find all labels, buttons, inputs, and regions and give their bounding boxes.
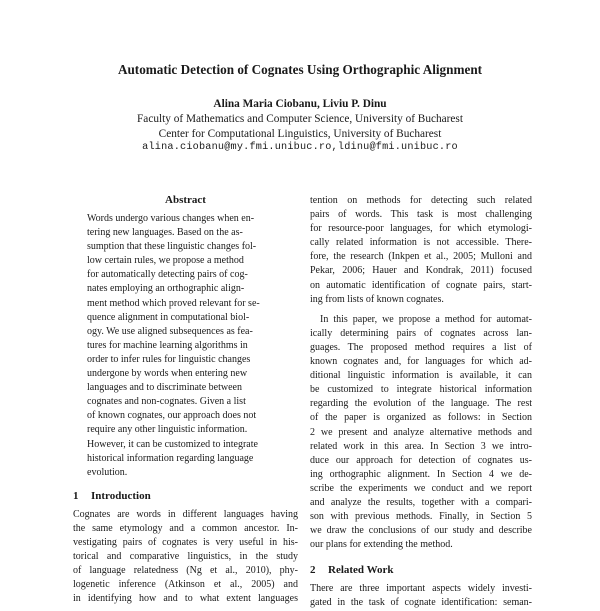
section-title: Related Work	[328, 564, 394, 577]
section-1-heading	[73, 490, 298, 502]
body-line: be customized to integrate historical information	[310, 384, 532, 396]
abstract-line: require any other linguistic information.	[87, 424, 248, 436]
abstract-body	[87, 212, 284, 480]
body-line: 2 we present and analyze alternative methods and	[310, 426, 532, 438]
abstract-line: ogy. We use aligned subsequences as fea-	[87, 325, 253, 337]
section-number: 2	[310, 564, 316, 577]
body-line: son with previous methods. Finally, in Section 5	[310, 511, 532, 523]
affiliation-1: Faculty of Mathematics and Computer Science, University of Bucharest	[137, 113, 463, 125]
body-line: regarding the evolution of the language. The rest	[310, 398, 532, 410]
body-line: related work in this area. In Section 3 we intro-	[310, 440, 532, 452]
body-line: ing orthographic alignment. In Section 4 we de-	[310, 468, 532, 480]
section-1-body	[73, 508, 298, 607]
abstract-line: order to infer rules for linguistic changes	[87, 353, 251, 365]
right-column	[310, 194, 532, 611]
paper-title: Automatic Detection of Cognates Using Orthographic Alignment	[117, 62, 483, 77]
body-line: In this paper, we propose a method for automat-	[320, 313, 532, 325]
abstract-heading: Abstract	[165, 194, 206, 206]
body-line: vestigating pairs of cognates is very useful in his-	[73, 536, 298, 548]
paper-authors: Alina Maria Ciobanu, Liviu P. Dinu	[213, 98, 387, 110]
abstract-line: evolution.	[87, 466, 128, 478]
body-line: we draw the conclusions of our study and describe	[310, 525, 532, 537]
body-line: Pekar, 2006; Hauer and Kondrak, 2011) focused	[310, 265, 532, 277]
body-line: torical and comparative linguistics, in the study	[73, 551, 298, 563]
abstract-line: low certain rules, we propose a method	[87, 255, 244, 267]
body-line: ditional linguistic information is available, it can	[310, 370, 532, 382]
section-number: 1	[73, 489, 79, 502]
body-line: fore, the research (Inkpen et al., 2005; Mulloni and	[310, 251, 532, 263]
body-line: and analyze the results, together with a compari-	[310, 496, 532, 508]
body-line: guages. The proposed method requires a list of	[310, 341, 532, 353]
abstract-line: However, it can be customized to integrate	[87, 438, 258, 450]
abstract-line: quence alignment in computational biol-	[87, 311, 250, 323]
abstract-line: languages and to discriminate between	[87, 382, 242, 394]
body-line: gated in the task of cognate identification: seman-	[310, 597, 532, 609]
section-2-heading	[310, 564, 532, 576]
body-line: the same etymology and a common ancestor. In-	[73, 522, 298, 534]
body-line: ing from lists of known cognates.	[310, 293, 444, 305]
body-line: cally related information is not accessible. There-	[310, 237, 532, 249]
abstract-line: undergone by words when entering new	[87, 368, 248, 380]
abstract-line: for automatically detecting pairs of cog-	[87, 269, 248, 281]
author-emails: alina.ciobanu@my.fmi.unibuc.ro,ldinu@fmi.unibuc.ro	[142, 142, 458, 153]
abstract-line: tures for machine learning algorithms in	[87, 339, 248, 351]
abstract-line: ment method which proved relevant for se-	[87, 297, 260, 309]
body-line: tention on methods for detecting such related	[310, 195, 532, 206]
body-line: in identifying how and to what extent languages	[73, 593, 298, 605]
intro-paragraph-2	[310, 313, 532, 553]
section-title: Introduction	[91, 489, 151, 502]
body-line: Cognates are words in different languages having	[73, 508, 298, 520]
body-line: There are three important aspects widely investi-	[310, 583, 532, 595]
section-2-body	[310, 582, 532, 610]
intro-continued-paragraph	[310, 194, 532, 307]
body-line: of the paper is organized as follows: in Section	[310, 412, 532, 424]
body-line: duce our approach for detection of cognates us-	[310, 454, 532, 466]
body-line: our plans for extending the method.	[310, 539, 453, 551]
affiliation-2: Center for Computational Linguistics, University of Bucharest	[158, 128, 442, 140]
abstract-line: tering new languages. Based on the as-	[87, 227, 243, 239]
body-line: for resource-poor languages, for which etymologi-	[310, 223, 532, 235]
abstract-line: Words undergo various changes when en-	[87, 213, 255, 224]
abstract-line: of known cognates, our approach does not	[87, 410, 257, 422]
abstract-line: historical information regarding language	[87, 452, 254, 464]
body-line: scribe the experiments we conduct and we report	[310, 482, 532, 494]
abstract-line: cognates and non-cognates. Given a list	[87, 396, 246, 408]
abstract-line: nates employing an orthographic align-	[87, 283, 245, 295]
left-column	[73, 194, 298, 606]
abstract-line: sumption that these linguistic changes fol-	[87, 241, 257, 253]
body-line: logenetic inference (Atkinson et al., 2005) and	[73, 579, 298, 591]
body-line: ically determining pairs of cognates across lan-	[310, 327, 532, 339]
body-line: known cognates and, for languages for which ad-	[310, 356, 532, 368]
body-line: pairs of words. This task is most challenging	[310, 209, 532, 221]
body-line: of language relatedness (Ng et al., 2010), phy-	[73, 565, 298, 577]
body-line: on automatic identification of cognate pairs, start-	[310, 279, 532, 291]
